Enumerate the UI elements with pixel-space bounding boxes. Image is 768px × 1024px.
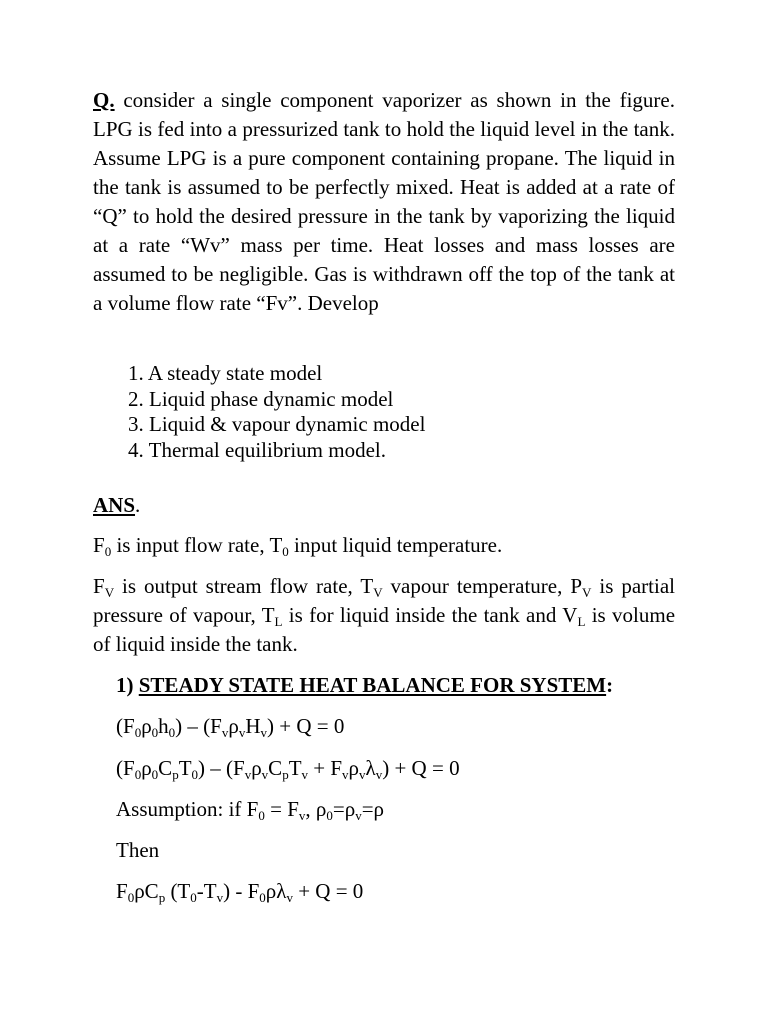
equation-subscript: 0	[134, 767, 142, 782]
equation-text: (F	[116, 714, 135, 738]
deliverables-list	[128, 361, 425, 463]
equation-subscript: v	[238, 725, 246, 740]
equation-subscript: p	[158, 890, 166, 905]
equation-subscript: v	[342, 767, 349, 782]
equation-subscript: 0	[151, 767, 159, 782]
equation-subscript: 0	[190, 890, 197, 905]
section-heading-steady-state	[116, 671, 613, 700]
equation-text: -T	[196, 879, 217, 903]
equation-text: ) + Q = 0	[267, 714, 345, 738]
equation-text: ρ	[141, 756, 152, 780]
equation-text: Assumption: if F	[116, 797, 259, 821]
list-item: 1. A steady state model	[128, 361, 323, 385]
equation-subscript: 0	[259, 890, 266, 905]
equation-text: ρC	[134, 879, 159, 903]
equation-3	[116, 877, 363, 906]
equation-subscript: v	[216, 890, 224, 905]
equation-text: F	[116, 879, 128, 903]
equation-2	[116, 754, 460, 783]
equation-text: ρ	[251, 756, 262, 780]
equation-subscript: v	[244, 767, 252, 782]
equation-subscript: v	[221, 725, 229, 740]
equation-subscript: p	[282, 767, 289, 782]
equation-text: C	[158, 756, 173, 780]
equation-text: (T	[165, 879, 191, 903]
equation-subscript: v	[286, 890, 293, 905]
equation-text: , ρ	[305, 797, 327, 821]
equation-subscript: v	[375, 767, 383, 782]
equation-subscript: v	[298, 808, 306, 823]
answer-heading	[93, 491, 140, 520]
question-paragraph	[93, 86, 675, 318]
question-text: consider a single component vaporizer as shown in the figure. LPG is fed into a pressurized tank to hold the liquid level in the tank. Assume LPG is a pure component containing propane. The liquid in the tank is assumed to be perfectly mixed. Heat is added at a rate of “Q” to hold the desired pressure in the tank by vaporizing the liquid at a rate “Wv” mass per time. Heat losses and mass losses are assumed to be negligible. Gas is withdrawn off the top of the tank at a volume flow rate “Fv”. Develop	[93, 88, 675, 315]
equation-text: =ρ	[361, 797, 385, 821]
equation-text: ρ	[228, 714, 239, 738]
equation-text: H	[245, 714, 261, 738]
equation-subscript: v	[260, 725, 267, 740]
question-label: Q.	[93, 88, 115, 112]
equation-text: ρ	[348, 756, 360, 780]
equation-text: C	[268, 756, 283, 780]
definition-paragraph-2: $F_V$ is output stream flow rate, $T_V$ vapour temperature, $P_V$ is partial pressure of vapour, $T_L$ is for liquid inside the tank and $V_L$ is volume of liquid inside the tank.	[93, 574, 676, 656]
equation-text: T	[178, 756, 192, 780]
section-title: STEADY STATE HEAT BALANCE FOR SYSTEM	[138, 673, 607, 697]
assumption-line	[116, 795, 384, 824]
equation-subscript: v	[359, 767, 366, 782]
equation-text: λ	[365, 756, 376, 780]
equation-text: ) – (F	[175, 714, 222, 738]
section-colon: :	[606, 673, 614, 697]
equation-subscript: v	[301, 767, 309, 782]
answer-label: ANS	[93, 493, 136, 517]
equation-text: + F	[308, 756, 343, 780]
equation-text: ) + Q = 0	[382, 756, 460, 780]
list-item: 4. Thermal equilibrium model.	[128, 437, 386, 462]
equation-subscript: p	[172, 767, 179, 782]
equation-text: ρλ	[265, 879, 287, 903]
equation-text: T	[288, 756, 302, 780]
list-item: 2. Liquid phase dynamic model	[128, 386, 394, 411]
equation-subscript: v	[355, 808, 362, 823]
equation-subscript: 0	[191, 767, 199, 782]
equation-subscript: 0	[134, 725, 142, 740]
equation-subscript: 0	[151, 725, 159, 740]
equation-subscript: 0	[168, 725, 176, 740]
equation-1	[116, 712, 344, 741]
equation-text: ) - F	[223, 879, 260, 903]
equation-text: ρ	[141, 714, 152, 738]
equation-text: h	[158, 714, 169, 738]
equation-text: + Q = 0	[292, 879, 364, 903]
equation-text: = F	[264, 797, 299, 821]
answer-punct: .	[135, 493, 141, 517]
section-number: 1)	[116, 673, 139, 697]
then-line: Then	[116, 838, 160, 862]
list-item: 3. Liquid & vapour dynamic model	[128, 412, 426, 436]
equation-subscript: 0	[326, 808, 333, 823]
equation-text: ) – (F	[198, 756, 245, 780]
definition-line-1: $F_0$ is input flow rate, $T_0$ input liquid temperature.	[93, 533, 503, 559]
equation-text: (F	[116, 756, 135, 780]
equation-subscript: 0	[127, 890, 135, 905]
equation-subscript: v	[261, 767, 269, 782]
equation-text: =ρ	[332, 797, 356, 821]
equation-subscript: 0	[258, 808, 265, 823]
